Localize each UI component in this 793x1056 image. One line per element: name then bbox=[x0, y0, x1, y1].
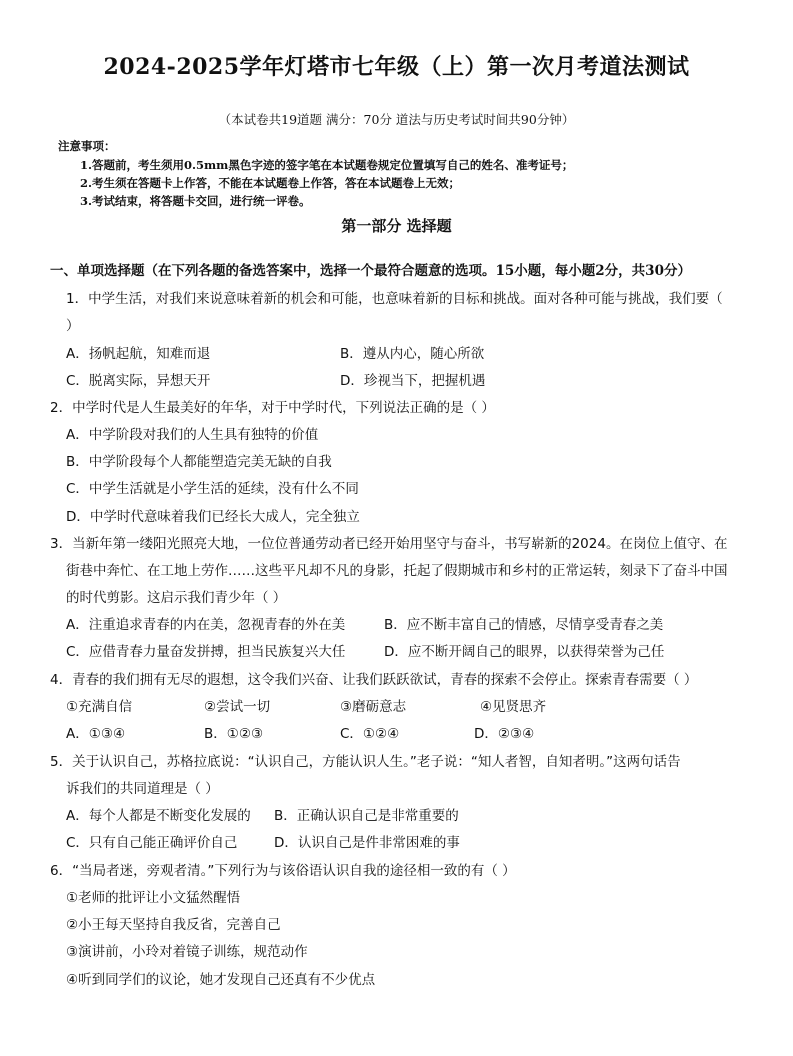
question-stem: ） bbox=[66, 318, 80, 334]
question-stem: 4．青春的我们拥有无尽的遐想，这令我们兴奋、让我们跃跃欲试，青春的探索不会停止。探索青春需要（ ） bbox=[50, 672, 698, 688]
note-item-2: 2.考生须在答题卡上作答，不能在本试题卷上作答，答在本试题卷上无效； bbox=[80, 176, 461, 190]
question-stem: 的时代剪影。这启示我们青少年（ ） bbox=[66, 590, 287, 606]
option-a: A．扬帆起航，知难而退 bbox=[66, 346, 211, 362]
question-stem: 2．中学时代是人生最美好的年华，对于中学时代，下列说法正确的是（ ） bbox=[50, 400, 495, 416]
option-d: D．应不断开阔自己的眼界，以获得荣誉为己任 bbox=[384, 644, 665, 660]
note-item-1: 1.答题前，考生须用0.5mm黑色字迹的签字笔在本试题卷规定位置填写自己的姓名、准考证号； bbox=[80, 158, 574, 172]
option-d: D．②③④ bbox=[474, 726, 535, 742]
statement-4: ④见贤思齐 bbox=[480, 699, 547, 715]
option-a: A．中学阶段对我们的人生具有独特的价值 bbox=[66, 427, 319, 443]
statement-2: ②尝试一切 bbox=[204, 699, 271, 715]
section-heading: 一、单项选择题（在下列各题的备选答案中，选择一个最符合题意的选项。15小题，每小题2分，共30分） bbox=[50, 263, 691, 279]
option-c: C．脱离实际，异想天开 bbox=[66, 373, 211, 389]
question-stem: 6．“当局者迷，旁观者清。”下列行为与该俗语认识自我的途径相一致的有（ ） bbox=[50, 863, 516, 879]
question-stem: 5．关于认识自己，苏格拉底说：“认识自己，方能认识人生。”老子说：“知人者智，自知者明。”这两句话告 bbox=[50, 754, 681, 770]
option-d: D．中学时代意味着我们已经长大成人，完全独立 bbox=[66, 509, 360, 525]
statement-3: ③演讲前，小玲对着镜子训练，规范动作 bbox=[66, 944, 308, 960]
statement-2: ②小王每天坚持自我反省，完善自己 bbox=[66, 917, 281, 933]
statement-1: ①老师的批评让小文猛然醒悟 bbox=[66, 890, 241, 906]
option-d: D．认识自己是件非常困难的事 bbox=[274, 835, 460, 851]
page-title: 2024-2025学年灯塔市七年级（上）第一次月考道法测试 bbox=[103, 54, 690, 80]
option-a: A．注重追求青春的内在美，忽视青春的外在美 bbox=[66, 617, 346, 633]
option-c: C．应借青春力量奋发拼搏，担当民族复兴大任 bbox=[66, 644, 346, 660]
statement-3: ③磨砺意志 bbox=[340, 699, 407, 715]
part-heading: 第一部分 选择题 bbox=[341, 217, 452, 235]
statement-1: ①充满自信 bbox=[66, 699, 133, 715]
option-b: B．遵从内心，随心所欲 bbox=[340, 346, 485, 362]
option-a: A．①③④ bbox=[66, 726, 126, 742]
option-b: B．①②③ bbox=[204, 726, 264, 742]
option-c: C．①②④ bbox=[340, 726, 400, 742]
option-c: C．只有自己能正确评价自己 bbox=[66, 835, 238, 851]
notes-heading: 注意事项： bbox=[58, 139, 116, 153]
option-b: B．中学阶段每个人都能塑造完美无缺的自我 bbox=[66, 454, 332, 470]
option-a: A．每个人都是不断变化发展的 bbox=[66, 808, 251, 824]
question-stem: 1．中学生活，对我们来说意味着新的机会和可能，也意味着新的目标和挑战。面对各种可能与挑战，我们要（ bbox=[66, 291, 723, 307]
statement-4: ④听到同学们的议论，她才发现自己还真有不少优点 bbox=[66, 972, 376, 988]
option-c: C．中学生活就是小学生活的延续，没有什么不同 bbox=[66, 481, 359, 497]
option-b: B．应不断丰富自己的情感，尽情享受青春之美 bbox=[384, 617, 664, 633]
note-item-3: 3.考试结束，将答题卡交回，进行统一评卷。 bbox=[80, 194, 311, 208]
question-stem: 3．当新年第一缕阳光照亮大地，一位位普通劳动者已经开始用坚守与奋斗，书写崭新的2024。在岗位上值守、在 bbox=[50, 536, 728, 552]
question-stem: 诉我们的共同道理是（ ） bbox=[66, 781, 219, 797]
option-d: D．珍视当下，把握机遇 bbox=[340, 373, 486, 389]
question-stem: 街巷中奔忙、在工地上劳作……这些平凡却不凡的身影，托起了假期城市和乡村的正常运转，刻录下了奋斗中国 bbox=[66, 563, 728, 579]
option-b: B．正确认识自己是非常重要的 bbox=[274, 808, 459, 824]
exam-info: （本试卷共19道题 满分：70分 道法与历史考试时间共90分钟） bbox=[218, 112, 575, 127]
